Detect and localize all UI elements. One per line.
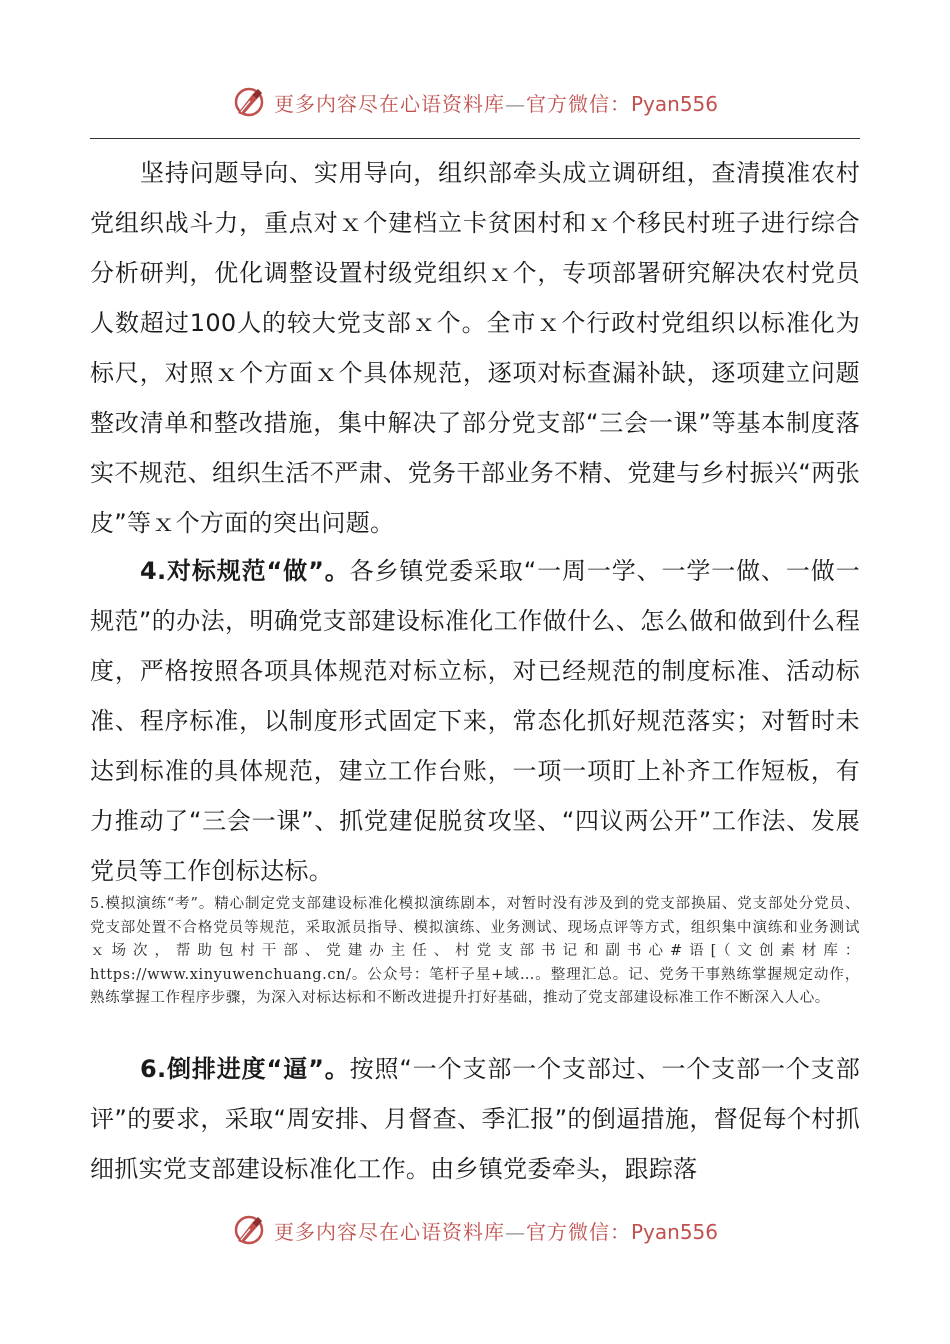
header-prefix: 更多内容尽在心语资料库 [273, 91, 505, 116]
paragraph-2-heading: 4.对标规范“做”。 [140, 557, 350, 585]
paragraph-3-text: 5.模拟演练“考”。精心制定党支部建设标准化模拟演练剧本，对暂时没有涉及到的党支部换届、党支部处分党员、党支部处置不合格党员等规范，采取派员指导、模拟演练、业务测试、现场点评等方式，组织集中演练和业务测试ｘ场次，帮助包村干部、党建办主任、村党支部书记和副书心#语[（文创素材库：https://www.xinyuwenchuang.cn/。公众号：笔杆子星+域…。整理汇总。记、党务干事熟练掌握规定动作，熟练掌握工作程序步骤，为深入对标达标和不断改进提升打好基础，推动了党支部建设标准工作不断深入人心。 [90, 896, 860, 1006]
paragraph-4-body: 按照“一个支部一个支部过、一个支部一个支部评”的要求，采取“周安排、月督查、季汇报”的倒逼措施，督促每个村抓细抓实党支部建设标准化工作。由乡镇党委牵头，跟踪落 [90, 1055, 860, 1183]
pen-nib-logo-icon [232, 85, 266, 119]
header-text [274, 88, 718, 117]
header-watermark [0, 82, 950, 122]
header-account: Pyan556 [630, 91, 718, 116]
header-divider [90, 138, 860, 139]
paragraph-4-heading: 6.倒排进度“逼”。 [140, 1055, 350, 1083]
paragraph-3-small [90, 893, 860, 1011]
footer-account: Pyan556 [630, 1219, 718, 1244]
footer-watermark [0, 1210, 950, 1250]
paragraph-1 [90, 148, 860, 548]
header-suffix: 官方微信： [525, 91, 631, 116]
header-separator: — [504, 91, 526, 116]
pen-nib-logo-icon [232, 1213, 266, 1247]
paragraph-1-text: 坚持问题导向、实用导向，组织部牵头成立调研组，查清摸准农村党组织战斗力，重点对ｘ个建档立卡贫困村和ｘ个移民村班子进行综合分析研判，优化调整设置村级党组织ｘ个，专项部署研究解决农村党员人数超过100人的较大党支部ｘ个。全市ｘ个行政村党组织以标准化为标尺，对照ｘ个方面ｘ个具体规范，逐项对标查漏补缺，逐项建立问题整改清单和整改措施，集中解决了部分党支部“三会一课”等基本制度落实不规范、组织生活不严肃、党务干部业务不精、党建与乡村振兴“两张皮”等ｘ个方面的突出问题。 [90, 159, 860, 537]
paragraph-4 [90, 1044, 860, 1194]
paragraph-2 [90, 546, 860, 896]
paragraph-2-body: 各乡镇党委采取“一周一学、一学一做、一做一规范”的办法，明确党支部建设标准化工作做什么、怎么做和做到什么程度，严格按照各项具体规范对标立标，对已经规范的制度标准、活动标准、程序标准，以制度形式固定下来，常态化抓好规范落实；对暂时未达到标准的具体规范，建立工作台账，一项一项盯上补齐工作短板，有力推动了“三会一课”、抓党建促脱贫攻坚、“四议两公开”工作法、发展党员等工作创标达标。 [90, 557, 860, 885]
footer-suffix: 官方微信： [525, 1219, 631, 1244]
footer-text [274, 1216, 718, 1245]
footer-prefix: 更多内容尽在心语资料库 [273, 1219, 505, 1244]
footer-separator: — [504, 1219, 526, 1244]
